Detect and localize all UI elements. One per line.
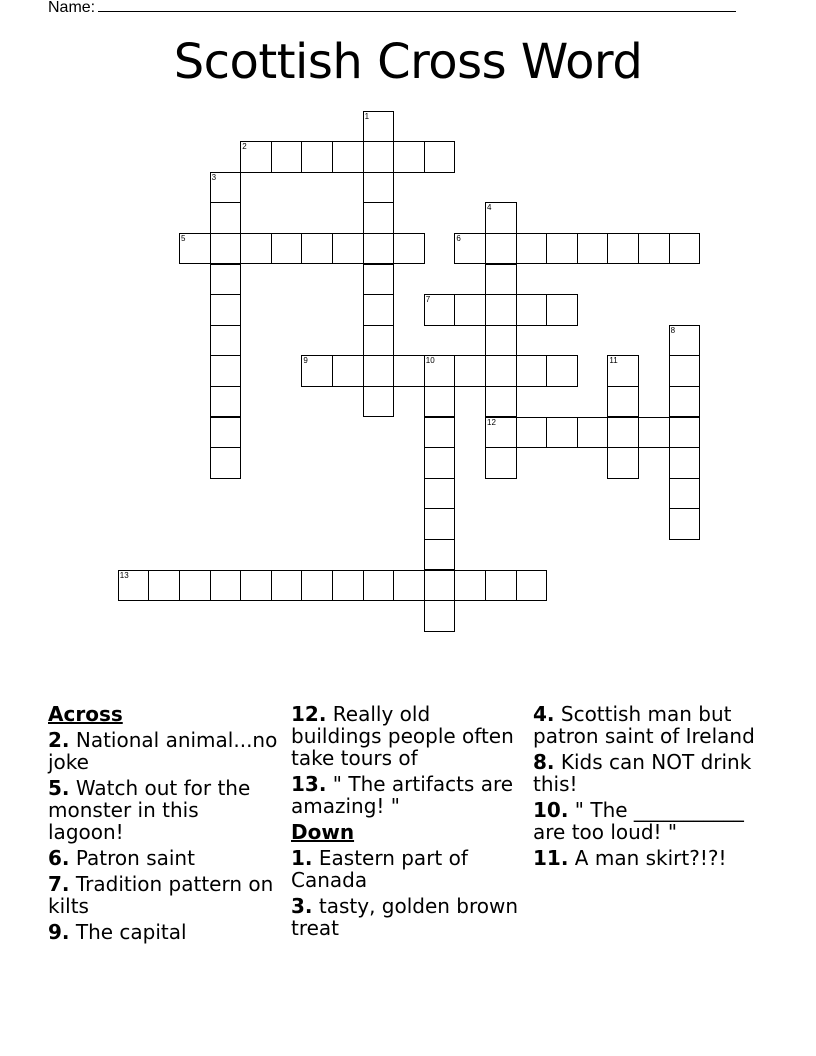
clue-number: 12. bbox=[291, 702, 327, 726]
crossword-cell[interactable] bbox=[424, 294, 456, 326]
crossword-cell[interactable] bbox=[332, 233, 364, 265]
crossword-cell[interactable] bbox=[485, 264, 517, 296]
crossword-cell[interactable] bbox=[454, 355, 486, 387]
crossword-cell[interactable] bbox=[669, 417, 701, 449]
crossword-cell[interactable] bbox=[363, 233, 395, 265]
crossword-cell[interactable] bbox=[485, 417, 517, 449]
crossword-cell[interactable] bbox=[210, 294, 242, 326]
crossword-cell[interactable] bbox=[577, 417, 609, 449]
crossword-cell[interactable] bbox=[424, 570, 456, 602]
clue-text: Scottish man but patron saint of Ireland bbox=[533, 702, 755, 748]
crossword-cell[interactable] bbox=[363, 172, 395, 204]
crossword-cell[interactable] bbox=[179, 233, 211, 265]
crossword-cell[interactable] bbox=[240, 141, 272, 173]
cell-number: 13 bbox=[119, 570, 129, 580]
cell-number: 7 bbox=[425, 295, 431, 305]
clue-text: Tradition pattern on kilts bbox=[48, 872, 274, 918]
clue-text: tasty, golden brown treat bbox=[291, 894, 519, 940]
clue-text: Eastern part of Canada bbox=[291, 846, 468, 892]
clue-number: 2. bbox=[48, 728, 70, 752]
crossword-cell[interactable] bbox=[454, 294, 486, 326]
clue-text: Kids can NOT drink this! bbox=[533, 750, 752, 796]
crossword-cell[interactable] bbox=[363, 325, 395, 357]
clue-across-13 bbox=[291, 773, 523, 817]
clue-number: 9. bbox=[48, 920, 70, 944]
across-heading: Across bbox=[48, 702, 123, 726]
crossword-cell[interactable] bbox=[179, 570, 211, 602]
crossword-cell[interactable] bbox=[363, 386, 395, 418]
crossword-cell[interactable] bbox=[210, 570, 242, 602]
clue-number: 4. bbox=[533, 702, 555, 726]
crossword-cell[interactable] bbox=[210, 447, 242, 479]
crossword-cell[interactable] bbox=[240, 233, 272, 265]
crossword-cell[interactable] bbox=[240, 570, 272, 602]
crossword-cell[interactable] bbox=[516, 233, 548, 265]
cell-number: 1 bbox=[364, 111, 370, 121]
crossword-cell[interactable] bbox=[424, 355, 456, 387]
crossword-cell[interactable] bbox=[363, 111, 395, 143]
crossword-cell[interactable] bbox=[546, 294, 578, 326]
crossword-cell[interactable] bbox=[454, 233, 486, 265]
crossword-cell[interactable] bbox=[454, 570, 486, 602]
crossword-cell[interactable] bbox=[210, 264, 242, 296]
crossword-cell[interactable] bbox=[210, 355, 242, 387]
clue-text: The capital bbox=[75, 920, 187, 944]
crossword-cell[interactable] bbox=[332, 570, 364, 602]
clue-number: 5. bbox=[48, 776, 70, 800]
crossword-cell[interactable] bbox=[271, 233, 303, 265]
cell-number: 8 bbox=[670, 325, 676, 335]
cell-number: 9 bbox=[303, 356, 308, 366]
crossword-cell[interactable] bbox=[546, 233, 578, 265]
clue-down-1 bbox=[291, 847, 523, 891]
clue-text: Patron saint bbox=[75, 846, 195, 870]
crossword-cell[interactable] bbox=[607, 447, 639, 479]
crossword-cell[interactable] bbox=[607, 417, 639, 449]
crossword-cell[interactable] bbox=[393, 233, 425, 265]
crossword-cell[interactable] bbox=[485, 325, 517, 357]
crossword-cell[interactable] bbox=[118, 570, 150, 602]
clue-number: 7. bbox=[48, 872, 70, 896]
crossword-cell[interactable] bbox=[485, 202, 517, 234]
clue-number: 8. bbox=[533, 750, 555, 774]
cell-number: 12 bbox=[487, 417, 496, 427]
cell-number: 6 bbox=[456, 233, 461, 243]
clue-down-8 bbox=[533, 751, 765, 795]
clue-text: " The ___________ are too loud! " bbox=[533, 798, 744, 844]
clue-across-5 bbox=[48, 777, 280, 843]
cell-number: 11 bbox=[609, 356, 618, 366]
clue-text: National animal...no joke bbox=[48, 728, 278, 774]
clue-text: " The artifacts are amazing! " bbox=[291, 772, 514, 818]
crossword-cell[interactable] bbox=[332, 141, 364, 173]
crossword-cell[interactable] bbox=[393, 141, 425, 173]
crossword-cell[interactable] bbox=[363, 570, 395, 602]
crossword-cell[interactable] bbox=[424, 600, 456, 632]
crossword-cell[interactable] bbox=[485, 447, 517, 479]
crossword-cell[interactable] bbox=[485, 294, 517, 326]
crossword-cell[interactable] bbox=[669, 386, 701, 418]
crossword-cell[interactable] bbox=[210, 386, 242, 418]
crossword-cell[interactable] bbox=[669, 325, 701, 357]
clue-number: 13. bbox=[291, 772, 327, 796]
cell-number: 4 bbox=[487, 203, 492, 213]
crossword-cell[interactable] bbox=[393, 570, 425, 602]
crossword-cell[interactable] bbox=[516, 417, 548, 449]
crossword-cell[interactable] bbox=[485, 355, 517, 387]
crossword-cell[interactable] bbox=[638, 233, 670, 265]
cell-number: 2 bbox=[242, 142, 247, 152]
clue-column-1 bbox=[48, 703, 280, 947]
crossword-cell[interactable] bbox=[271, 141, 303, 173]
crossword-cell[interactable] bbox=[638, 417, 670, 449]
crossword-cell[interactable] bbox=[210, 325, 242, 357]
crossword-cell[interactable] bbox=[363, 294, 395, 326]
crossword-cell[interactable] bbox=[148, 570, 180, 602]
clue-number: 10. bbox=[533, 798, 569, 822]
crossword-cell[interactable] bbox=[516, 294, 548, 326]
cell-number: 5 bbox=[181, 233, 186, 243]
clue-down-4 bbox=[533, 703, 765, 747]
clue-number: 1. bbox=[291, 846, 313, 870]
cell-number: 3 bbox=[211, 172, 217, 182]
crossword-cell[interactable] bbox=[577, 233, 609, 265]
crossword-cell[interactable] bbox=[210, 202, 242, 234]
crossword-cell[interactable] bbox=[363, 264, 395, 296]
crossword-cell[interactable] bbox=[271, 570, 303, 602]
crossword-cell[interactable] bbox=[424, 478, 456, 510]
crossword-cell[interactable] bbox=[301, 141, 333, 173]
crossword-cell[interactable] bbox=[210, 233, 242, 265]
clue-across-2 bbox=[48, 729, 280, 773]
crossword-cell[interactable] bbox=[485, 386, 517, 418]
clue-across-7 bbox=[48, 873, 280, 917]
crossword-cell[interactable] bbox=[363, 202, 395, 234]
crossword-cell[interactable] bbox=[669, 233, 701, 265]
crossword-cell[interactable] bbox=[607, 386, 639, 418]
crossword-cell[interactable] bbox=[332, 355, 364, 387]
crossword-cell[interactable] bbox=[424, 417, 456, 449]
crossword-cell[interactable] bbox=[669, 447, 701, 479]
down-heading: Down bbox=[291, 820, 355, 844]
crossword-cell[interactable] bbox=[485, 233, 517, 265]
clue-number: 6. bbox=[48, 846, 70, 870]
crossword-cell[interactable] bbox=[424, 447, 456, 479]
crossword-cell[interactable] bbox=[607, 355, 639, 387]
clue-column-2 bbox=[291, 703, 523, 943]
clue-down-3 bbox=[291, 895, 523, 939]
name-label: Name: bbox=[48, 0, 96, 16]
crossword-cell[interactable] bbox=[210, 172, 242, 204]
page-title: Scottish Cross Word bbox=[173, 34, 643, 90]
crossword-cell[interactable] bbox=[301, 355, 333, 387]
crossword-cell[interactable] bbox=[546, 417, 578, 449]
crossword-cell[interactable] bbox=[546, 355, 578, 387]
crossword-cell[interactable] bbox=[424, 141, 456, 173]
clue-across-12 bbox=[291, 703, 523, 769]
crossword-cell[interactable] bbox=[393, 355, 425, 387]
crossword-cell[interactable] bbox=[301, 233, 333, 265]
crossword-cell[interactable] bbox=[301, 570, 333, 602]
clue-down-11 bbox=[533, 847, 765, 869]
clue-column-3 bbox=[533, 703, 765, 873]
crossword-cell[interactable] bbox=[669, 508, 701, 540]
crossword-cell[interactable] bbox=[516, 355, 548, 387]
crossword-cell[interactable] bbox=[669, 355, 701, 387]
crossword-cell[interactable] bbox=[607, 233, 639, 265]
crossword-cell[interactable] bbox=[485, 570, 517, 602]
clue-text: Watch out for the monster in this lagoon! bbox=[48, 776, 251, 844]
clue-across-9 bbox=[48, 921, 280, 943]
clue-number: 3. bbox=[291, 894, 313, 918]
crossword-cell[interactable] bbox=[363, 141, 395, 173]
crossword-cell[interactable] bbox=[424, 508, 456, 540]
clue-across-6 bbox=[48, 847, 280, 869]
crossword-cell[interactable] bbox=[424, 386, 456, 418]
crossword-cell[interactable] bbox=[363, 355, 395, 387]
crossword-cell[interactable] bbox=[210, 417, 242, 449]
clue-text: Really old buildings people often take tours of bbox=[291, 702, 514, 770]
clue-down-10 bbox=[533, 799, 765, 843]
crossword-cell[interactable] bbox=[669, 478, 701, 510]
clue-number: 11. bbox=[533, 846, 569, 870]
cell-number: 10 bbox=[425, 356, 435, 366]
crossword-cell[interactable] bbox=[424, 539, 456, 571]
crossword-cell[interactable] bbox=[516, 570, 548, 602]
clue-text: A man skirt?!?! bbox=[574, 846, 727, 870]
